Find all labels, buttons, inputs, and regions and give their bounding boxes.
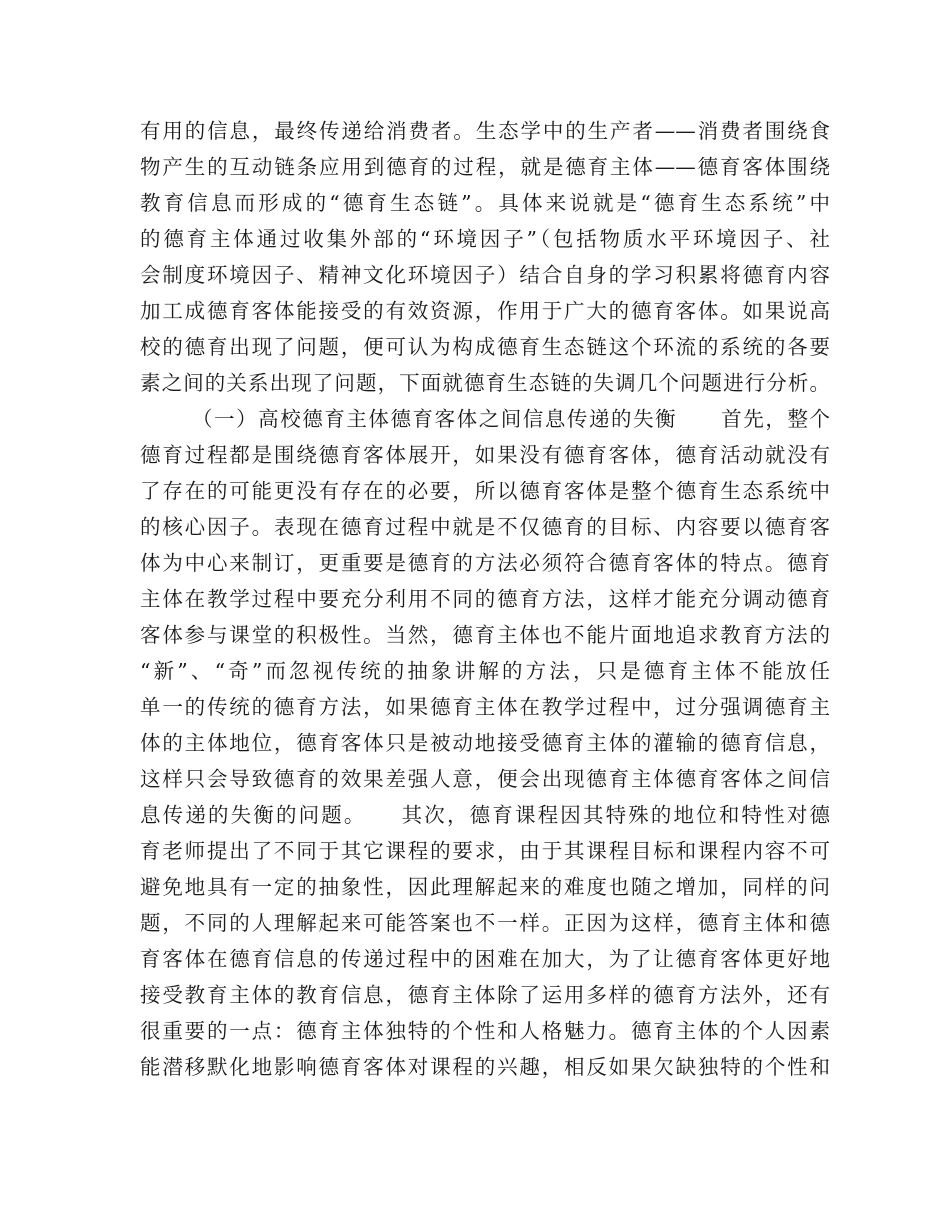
text-line: 加工成德育客体能接受的有效资源，作用于广大的德育客体。如果说高 [140, 299, 830, 323]
text-line: 育客体在德育信息的传递过程中的困难在加大，为了让德育客体更好地 [140, 947, 830, 971]
text-line: 避免地具有一定的抽象性，因此理解起来的难度也随之增加，同样的问 [140, 875, 830, 899]
text-line: 物产生的互动链条应用到德育的过程，就是德育主体——德育客体围绕 [140, 155, 830, 179]
text-line: 息传递的失衡的问题。 其次，德育课程因其特殊的地位和特性对德 [140, 803, 830, 827]
text-line: 体的主体地位，德育客体只是被动地接受德育主体的灌输的德育信息， [140, 731, 830, 755]
text-line: 很重要的一点：德育主体独特的个性和人格魅力。德育主体的个人因素 [140, 1019, 830, 1043]
text-line: 素之间的关系出现了问题，下面就德育生态链的失调几个问题进行分析。 [140, 371, 830, 395]
text-line: 题，不同的人理解起来可能答案也不一样。正因为这样，德育主体和德 [140, 911, 830, 935]
text-line: 主体在教学过程中要充分利用不同的德育方法，这样才能充分调动德育 [140, 587, 830, 611]
body-text [140, 113, 830, 1085]
text-line: 接受教育主体的教育信息，德育主体除了运用多样的德育方法外，还有 [140, 983, 830, 1007]
text-line: 客体参与课堂的积极性。当然，德育主体也不能片面地追求教育方法的 [140, 623, 830, 647]
text-line: 这样只会导致德育的效果差强人意，便会出现德育主体德育客体之间信 [140, 767, 830, 791]
text-line: 体为中心来制订，更重要是德育的方法必须符合德育客体的特点。德育 [140, 551, 830, 575]
text-line: 了存在的可能更没有存在的必要，所以德育客体是整个德育生态系统中 [140, 479, 830, 503]
text-line: 教育信息而形成的“德育生态链”。具体来说就是“德育生态系统”中 [140, 191, 830, 215]
text-line: 会制度环境因子、精神文化环境因子）结合自身的学习积累将德育内容 [140, 263, 830, 287]
text-line: 的核心因子。表现在德育过程中就是不仅德育的目标、内容要以德育客 [140, 515, 830, 539]
text-line: 有用的信息，最终传递给消费者。生态学中的生产者——消费者围绕食 [140, 119, 830, 143]
text-line: 能潜移默化地影响德育客体对课程的兴趣，相反如果欠缺独特的个性和 [140, 1055, 830, 1079]
text-line: 德育过程都是围绕德育客体展开，如果没有德育客体，德育活动就没有 [140, 443, 830, 467]
text-line: 单一的传统的德育方法，如果德育主体在教学过程中，过分强调德育主 [140, 695, 830, 719]
section-heading-line: （一）高校德育主体德育客体之间信息传递的失衡 首先，整个 [192, 407, 830, 431]
text-line: 育老师提出了不同于其它课程的要求，由于其课程目标和课程内容不可 [140, 839, 830, 863]
text-line: 的德育主体通过收集外部的“环境因子”（包括物质水平环境因子、社 [140, 227, 830, 251]
text-line: “新”、“奇”而忽视传统的抽象讲解的方法，只是德育主体不能放任 [140, 659, 830, 683]
text-line: 校的德育出现了问题，便可认为构成德育生态链这个环流的系统的各要 [140, 335, 830, 359]
